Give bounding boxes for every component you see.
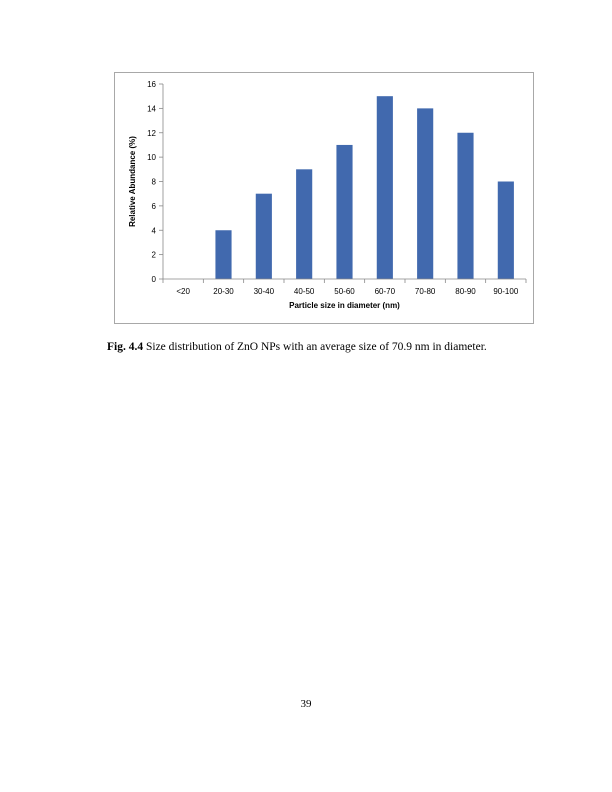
y-tick-label: 0: [151, 275, 156, 284]
caption-text: Size distribution of ZnO NPs with an average size of 70.9 nm in diameter.: [143, 341, 487, 353]
x-category-label: 60-70: [374, 287, 396, 296]
x-category-label: <20: [176, 287, 190, 296]
y-tick-label: 16: [147, 80, 156, 89]
bar-40-50: [296, 169, 312, 279]
x-category-label: 40-50: [293, 287, 315, 296]
x-category-label: 70-80: [414, 287, 436, 296]
x-category-label: 30-40: [253, 287, 275, 296]
y-tick-label: 14: [147, 104, 156, 114]
x-axis-categories: [163, 279, 526, 296]
bar-20-30: [215, 230, 231, 279]
x-category-label: 80-90: [455, 287, 476, 296]
bar-50-60: [336, 145, 352, 279]
y-axis-ticks: [147, 80, 163, 284]
bar-70-80: [417, 108, 433, 279]
bar-90-100: [498, 182, 514, 280]
x-axis-title: Particle size in diameter (nm): [289, 301, 400, 310]
figure-number: Fig. 4.4: [107, 341, 144, 353]
chart-frame: [114, 72, 534, 324]
bar-chart: [115, 73, 535, 325]
figure-caption: [107, 341, 587, 353]
bar-30-40: [256, 194, 272, 279]
x-category-label: 50-60: [334, 287, 355, 296]
bars: [215, 96, 513, 279]
y-tick-label: 10: [147, 153, 156, 163]
x-category-label: 90-100: [493, 287, 519, 296]
x-category-label: 20-30: [213, 287, 234, 296]
bar-60-70: [377, 96, 393, 279]
y-tick-label: 8: [151, 177, 156, 187]
y-tick-label: 12: [147, 128, 156, 138]
page-number: 39: [300, 698, 312, 710]
y-tick-label: 2: [151, 250, 156, 260]
y-axis-title: Relative Abundance (%): [128, 136, 137, 227]
y-tick-label: 6: [151, 201, 156, 211]
y-tick-label: 4: [151, 226, 156, 236]
bar-80-90: [457, 133, 473, 279]
